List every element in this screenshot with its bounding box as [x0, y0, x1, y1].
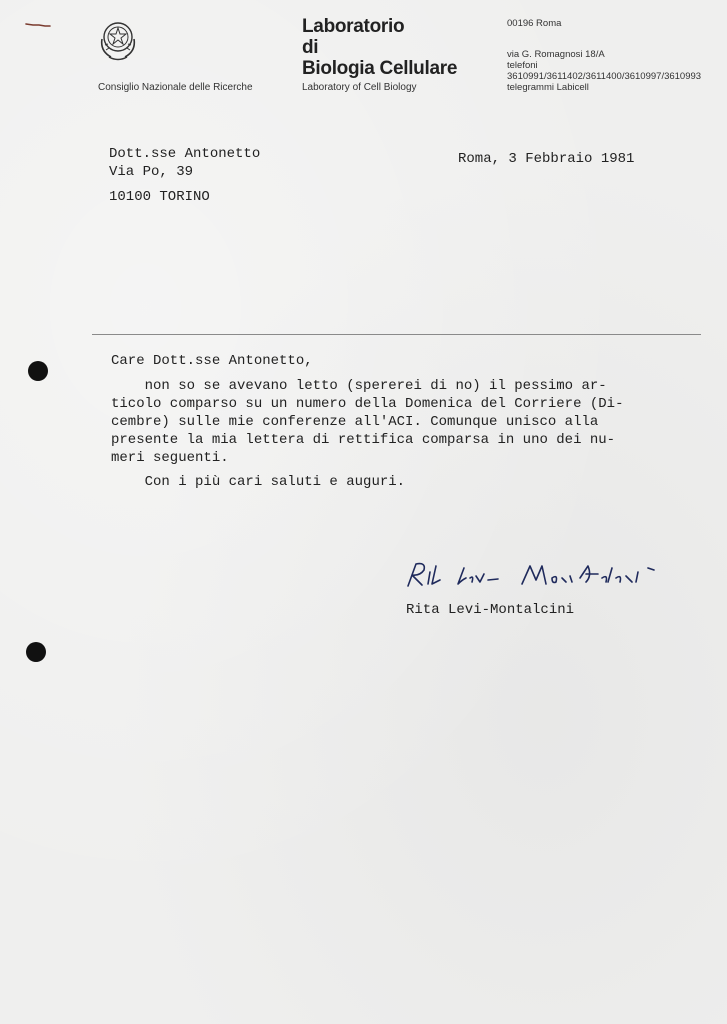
paragraph-line: presente la mia lettera di rettifica comparsa in uno dei nu- [111, 432, 616, 448]
closing-line: Con i più cari saluti e auguri. [111, 474, 406, 490]
paragraph-line: ticolo comparso su un numero della Domenica del Corriere (Di- [111, 396, 624, 412]
lab-title-line: Laboratorio [302, 16, 405, 37]
handwritten-signature [402, 558, 664, 592]
salutation: Care Dott.sse Antonetto, [111, 353, 313, 369]
address-line: 00196 Roma [507, 18, 562, 29]
punch-hole [26, 642, 46, 662]
paragraph-line: cembre) sulle mie conferenze all'ACI. Comunque unisco alla [111, 414, 599, 430]
recipient-name: Dott.sse Antonetto [109, 146, 261, 162]
pen-mark [25, 22, 51, 28]
lab-title-line: Biologia Cellulare [302, 58, 458, 79]
fold-rule [92, 334, 701, 335]
paragraph-line: non so se avevano letto (spererei di no) il pessimo ar- [111, 378, 607, 394]
punch-hole [28, 361, 48, 381]
address-line: 3610991/3611402/3611400/3610997/3610993 [507, 71, 702, 82]
paragraph-line: meri seguenti. [111, 450, 229, 466]
address-line: telegrammi Labicell [507, 82, 589, 93]
recipient-city: 10100 TORINO [109, 189, 210, 205]
lab-title-line: di [302, 37, 319, 58]
institution-caption: Consiglio Nazionale delle Ricerche [98, 82, 253, 93]
signer-name: Rita Levi-Montalcini [406, 602, 575, 618]
lab-title [302, 16, 457, 79]
lab-subtitle: Laboratory of Cell Biology [302, 82, 417, 93]
recipient-street: Via Po, 39 [109, 164, 194, 180]
address-line: telefoni [507, 60, 538, 71]
italian-emblem-icon [97, 17, 139, 63]
address-line: via G. Romagnosi 18/A [507, 49, 605, 60]
letter-date: Roma, 3 Febbraio 1981 [458, 151, 635, 167]
